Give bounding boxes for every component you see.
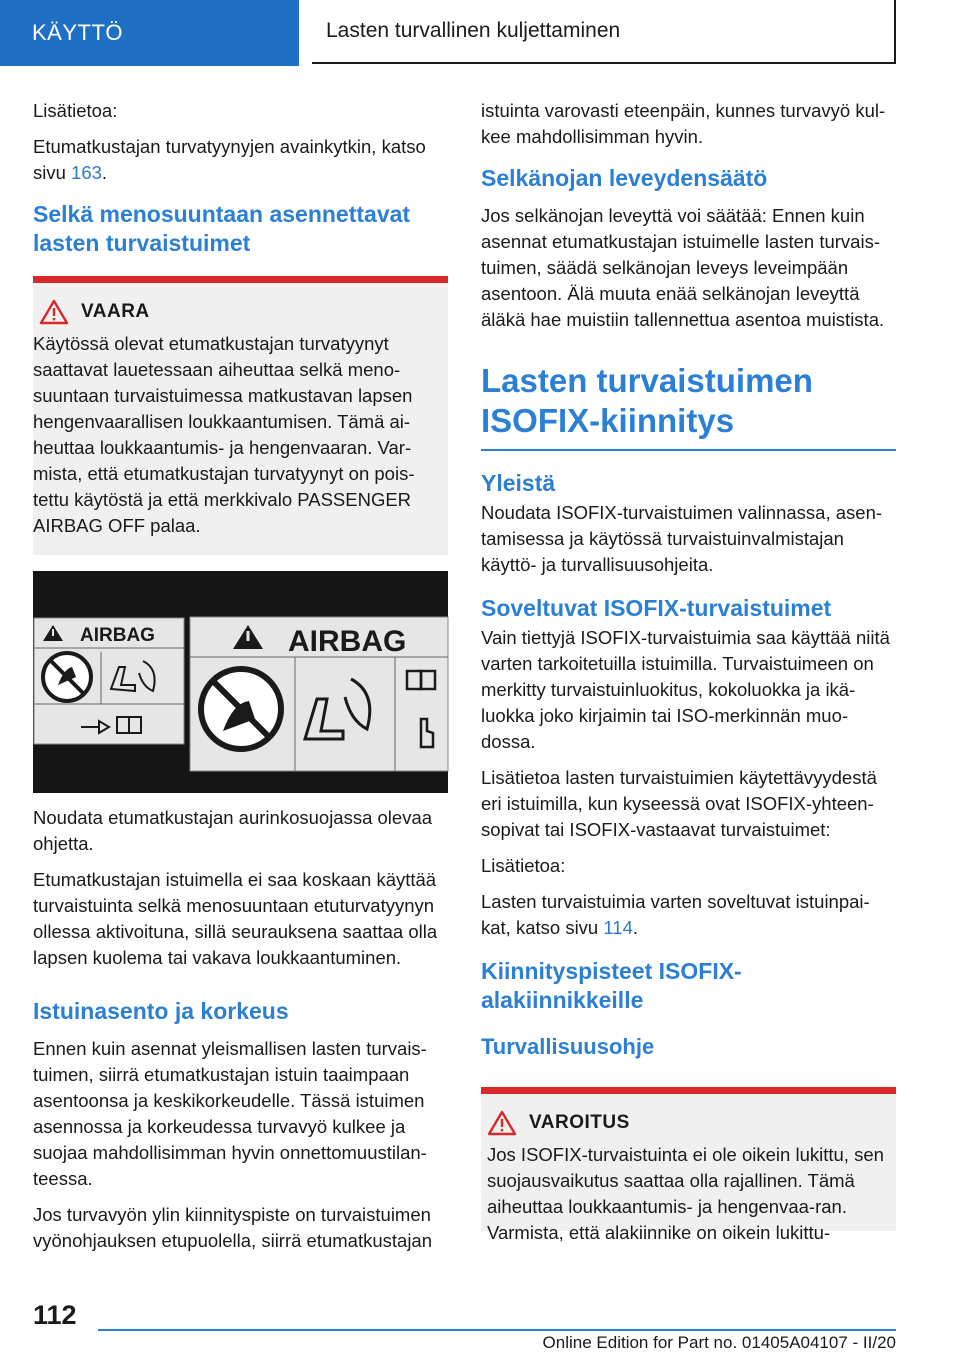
belt-anchor-text: Jos turvavyön ylin kiinnityspiste on turvaistuimen vyönohjauksen etupuolella, siirrä etumatkustajan: [33, 1204, 433, 1251]
caution-text: Jos ISOFIX-turvaistuinta ei ole oikein lukittu, sen suojausvaikutus saattaa olla rajallinen. Tämä aiheuttaa loukkaantumis- ja hengenvaa-ran. Varmista, että alakiinnike on oikein lukittu-: [487, 1144, 884, 1243]
section-tab: [0, 0, 299, 66]
page-link-114[interactable]: 114: [603, 917, 633, 938]
heading-isofix-anchors: Kiinnityspisteet ISOFIX-alakiinnikkeille: [481, 958, 742, 1013]
caution-box: [481, 1087, 896, 1243]
warning-triangle-icon: [39, 299, 69, 325]
more-info-label-2: Lisätietoa:: [481, 855, 566, 876]
reference-end-2: .: [632, 917, 638, 938]
heading-suitable-isofix: Soveltuvat ISOFIX-turvaistuimet: [481, 595, 832, 621]
heading-isofix: Lasten turvaistuimen ISOFIX-kiinnitys: [481, 361, 896, 451]
airbag-key-reference: [33, 134, 448, 186]
airbag-label-small: AIRBAG: [80, 625, 155, 646]
suitable-text: Vain tiettyjä ISOFIX-turvaistuimia saa käyttää niitä varten tarkoitetuilla istuimilla. Turvaistuimeen on merkitty turvaistuinluokitus, kokoluokka ja ikä-luokka joko kirjaimin tai ISO-merkinnän muo-dossa.: [481, 627, 890, 752]
caution-title: [487, 1110, 884, 1136]
page-number: 112: [33, 1300, 77, 1330]
airbag-label-illustration: [33, 571, 448, 793]
danger-box: [33, 276, 448, 555]
page-link-163[interactable]: 163: [71, 162, 102, 183]
heading-safety-note: Turvallisuusohje: [481, 1034, 655, 1059]
airbag-warning-label-photo: [33, 571, 448, 793]
right-column: [481, 98, 896, 1247]
heading-general: Yleistä: [481, 470, 556, 496]
continued-text: istuinta varovasti eteenpäin, kunnes turvavyö kul-kee mahdollisimman hyvin.: [481, 100, 886, 147]
sun-visor-instruction: Noudata etumatkustajan aurinkosuojassa olevaa ohjetta.: [33, 807, 433, 854]
general-text: Noudata ISOFIX-turvaistuimen valinnassa, asen-tamisessa ja käytössä turvaistuinvalmistajan käyttö- ja turvallisuusohjeita.: [481, 502, 883, 575]
chapter-title: Lasten turvallinen kuljettaminen: [326, 19, 621, 42]
footer-rule: [98, 1329, 896, 1331]
reference-text: Etumatkustajan turvatyynyjen avainkytkin, katso sivu: [33, 136, 426, 183]
danger-label: VAARA: [81, 301, 150, 322]
chapter-title-bar: [312, 0, 896, 64]
danger-title: [39, 299, 436, 325]
more-info-label: Lisätietoa:: [33, 100, 118, 121]
caution-label: VAROITUS: [529, 1112, 630, 1133]
heading-rear-facing-seats: Selkä menosuuntaan asennettavat lasten turvaistuimet: [33, 201, 411, 256]
heading-seat-position: Istuinasento ja korkeus: [33, 998, 289, 1024]
reference-text-2: Lasten turvaistuimia varten soveltuvat istuinpai-kat, katso sivu: [481, 891, 870, 938]
warning-triangle-icon: [487, 1110, 517, 1136]
danger-text: Käytössä olevat etumatkustajan turvatyynyt saattavat lauetessaan aiheuttaa selkä meno-suuntaan turvaistuimessa matkustavan lapsen hengenvaarallisen loukkaantumisen. Tämä ai-heuttaa loukkaantumis- ja hengenvaaran. Var-mista, että etumatkustajan turvatyynyt on pois-tettu käytöstä ja että merkkivalo PASSENGER AIRBAG OFF palaa.: [33, 333, 415, 536]
section-label: KÄYTTÖ: [32, 20, 124, 45]
airbag-label-large: AIRBAG: [288, 625, 407, 658]
seat-positions-reference: [481, 889, 896, 941]
edition-info: Online Edition for Part no. 01405A04107 - II/20: [542, 1333, 896, 1352]
reference-end: .: [101, 162, 108, 183]
front-seat-warning-text: Etumatkustajan istuimella ei saa koskaan käyttää turvaistuinta selkä menosuuntaan etuturvatyynyn ollessa aktivoituna, sillä seurauksena saattaa olla lapsen kuolema tai vakava loukkaantuminen.: [33, 869, 438, 968]
seat-position-text: Ennen kuin asennat yleismallisen lasten turvais-tuimen, siirrä etumatkustajan istuin taaimpaan asentoonsa ja keskikorkeudelle. Tässä istuimen asennossa ja korkeudessa turvavyö kulkee ja suojaa mahdollisimman hyvin onnettomuustilan-teessa.: [33, 1038, 427, 1189]
heading-backrest-width: Selkänojan leveydensäätö: [481, 165, 768, 191]
usability-text: Lisätietoa lasten turvaistuimien käytettävyydestä eri istuimilla, kun kyseessä ovat ISOFIX-yhteen-sopivat tai ISOFIX-vastaavat turvaistuimet:: [481, 767, 877, 840]
backrest-width-text: Jos selkänojan leveyttä voi säätää: Ennen kuin asennat etumatkustajan istuimelle lasten turvais-tuimen, säädä selkänojan leveys leveimpään asentoon. Älä muuta enää selkänojan leveyttä äläkä hae muistiin tallennettua asentoa muistista.: [481, 205, 885, 330]
left-column: [33, 98, 448, 1264]
